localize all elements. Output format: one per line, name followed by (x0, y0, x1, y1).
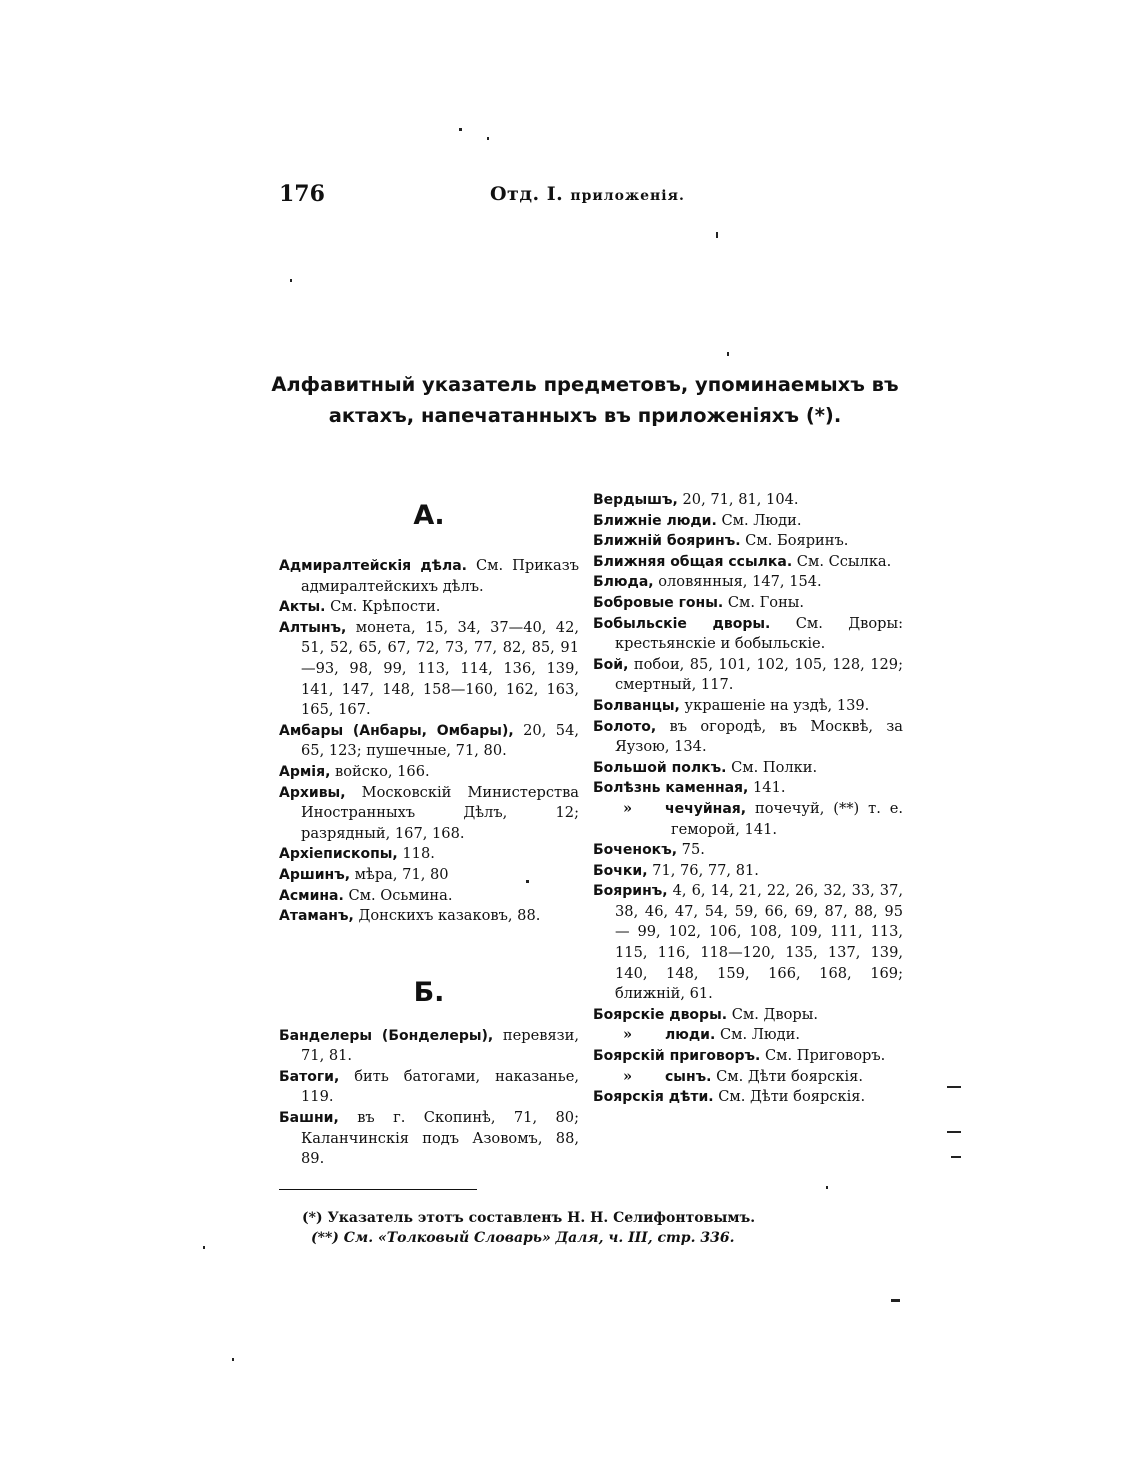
entry-headword: Болѣзнь каменная, (593, 780, 749, 797)
index-entry (279, 906, 579, 927)
index-entry (279, 1108, 579, 1170)
index-entry (593, 593, 903, 614)
entry-headword: Вердышъ, (593, 492, 678, 508)
entry-references: Московскій Министерства Иностранныхъ Дѣлъ, 12; разрядный, 167, 168. (301, 783, 579, 842)
margin-dash (951, 1156, 961, 1158)
entry-references: См. Ссылка. (792, 552, 892, 570)
index-entry (593, 778, 903, 799)
entry-references: 118. (397, 845, 435, 863)
speck-mark (526, 880, 529, 883)
entry-headword: Болото, (593, 718, 657, 735)
index-entry (279, 721, 579, 762)
index-entry (593, 840, 903, 861)
entry-references: 20, 54, 65, 123; пушечные, 71, 80. (301, 721, 580, 760)
entry-references: 75. (677, 841, 705, 859)
page-number: 176 (279, 181, 325, 207)
running-header (490, 183, 685, 205)
speck-mark (459, 128, 462, 131)
ditto-mark: » (623, 799, 633, 817)
ditto-mark: » (623, 1026, 633, 1044)
index-entry (593, 758, 903, 779)
entry-headword: Ближніе люди. (593, 512, 717, 529)
margin-dash (947, 1086, 961, 1088)
margin-dash (947, 1131, 961, 1133)
entry-references: почечуй, (**) т. е. геморой, 141. (671, 799, 903, 838)
entry-headword: сынъ. (665, 1068, 712, 1085)
entry-references: войско, 166. (330, 762, 430, 780)
index-entry (593, 1025, 903, 1046)
index-entry (593, 531, 903, 552)
entry-references: 71, 76, 77, 81. (647, 861, 759, 879)
index-entry (593, 614, 903, 655)
entry-headword: Архіепископы, (279, 846, 398, 863)
index-entry (593, 1087, 903, 1108)
entry-headword: Адмиралтейскія дѣла. (279, 558, 467, 574)
index-entry (279, 865, 579, 886)
entry-headword: люди. (665, 1027, 716, 1044)
index-entry (593, 861, 903, 882)
entry-headword: Батоги, (279, 1068, 340, 1085)
section-letter-a: А. (413, 500, 445, 531)
entry-headword: Боярскій приговоръ. (593, 1048, 761, 1065)
entries-b (279, 1026, 579, 1170)
entry-references: монета, 15, 34, 37—40, 42, 51, 52, 65, 67, 72, 73, 77, 82, 85, 91—93, 98, 99, 113, 114, 136, 139, 141, 147, 148, 158—160, 162, 163, 165, 167. (301, 618, 579, 719)
speck-mark (203, 1246, 205, 1249)
entry-references: бить батогами, наказанье, 119. (301, 1067, 579, 1106)
running-header-section: приложенія. (570, 188, 685, 204)
index-entry (593, 572, 903, 593)
entry-headword: Акты. (279, 599, 326, 616)
entry-headword: Амбары (Анбары, Омбары), (279, 722, 514, 739)
index-entry (593, 1046, 903, 1067)
footnote-1: (*) Указатель этотъ составленъ Н. Н. Селифонтовымъ. (302, 1210, 756, 1226)
entry-headword: Большой полкъ. (593, 759, 727, 776)
entry-references: См. Дѣти боярскія. (713, 1088, 866, 1106)
entry-references: мѣра, 71, 80 (350, 865, 449, 883)
index-entry (593, 1005, 903, 1026)
entry-references: въ г. Скопинѣ, 71, 80; Каланчинскія подъ Азовомъ, 88, 89. (301, 1109, 579, 1168)
entry-references: См. Дѣти боярскія. (711, 1067, 863, 1085)
entry-headword: Боярскіе дворы. (593, 1006, 728, 1023)
index-entry (279, 1026, 579, 1067)
index-entry (593, 655, 903, 696)
entry-references: 4, 6, 14, 21, 22, 26, 32, 33, 37, 38, 46, 47, 54, 59, 66, 69, 87, 88, 95 — 99, 102, 106, 108, 109, 111, 113, 115, 116, 118—120, 135, 137, 139, 140, 148, 159, 166, 168, 169; ближній, 61. (615, 882, 903, 1003)
index-entry (593, 881, 903, 1005)
entry-references: См. Приговоръ. (760, 1047, 886, 1065)
index-entry (279, 886, 579, 907)
entry-headword: Бой, (593, 656, 629, 673)
entry-headword: Архивы, (279, 784, 346, 801)
entry-references: оловянныя, 147, 154. (653, 573, 822, 591)
entry-references: въ огородѣ, въ Москвѣ, за Яузою, 134. (615, 717, 903, 756)
entry-references: украшеніе на уздѣ, 139. (679, 696, 870, 714)
index-entry (593, 696, 903, 717)
entry-references: Донскихъ казаковъ, 88. (353, 907, 541, 925)
entries-a (279, 556, 579, 927)
speck-mark (727, 352, 729, 356)
entry-references: См. Бояринъ. (740, 532, 849, 550)
entry-headword: Асмина. (279, 887, 344, 904)
entry-references: См. Люди. (715, 1026, 800, 1044)
index-entry (279, 597, 579, 618)
section-letter-b: Б. (413, 976, 445, 1008)
entry-headword: чечуйная, (665, 800, 747, 817)
entry-references: См. Дворы. (727, 1005, 818, 1023)
speck-mark (487, 137, 489, 140)
index-entry (279, 762, 579, 783)
entry-headword: Бочки, (593, 862, 648, 879)
entry-headword: Боченокъ, (593, 842, 678, 859)
left-column (279, 500, 579, 1170)
entry-headword: Аршинъ, (279, 866, 351, 883)
entry-references: 20, 71, 81, 104. (677, 491, 799, 508)
entries-right (593, 490, 903, 1108)
index-entry (593, 511, 903, 532)
entry-headword: Ближній бояринъ. (593, 533, 741, 550)
entry-references: перевязи, 71, 81. (301, 1026, 579, 1065)
entry-references: См. Гоны. (723, 593, 805, 611)
index-entry (279, 556, 579, 597)
index-entry (593, 717, 903, 758)
entry-references: побои, 85, 101, 102, 105, 128, 129; смертный, 117. (615, 655, 903, 694)
index-entry (279, 783, 579, 845)
footnote-2: (**) См. «Толковый Словарь» Даля, ч. III, стр. 336. (311, 1230, 735, 1246)
right-column (593, 490, 903, 1108)
entry-headword: Алтынъ, (279, 619, 347, 636)
entry-headword: Бобровые гоны. (593, 594, 724, 611)
margin-dash (891, 1299, 900, 1302)
entry-headword: Бобыльскіе дворы. (593, 615, 771, 632)
ditto-mark: » (623, 1067, 633, 1085)
index-entry (593, 552, 903, 573)
entry-headword: Боярскія дѣти. (593, 1089, 714, 1106)
index-entry (593, 1067, 903, 1088)
entry-headword: Банделеры (Бонделеры), (279, 1027, 494, 1044)
index-entry (593, 490, 903, 511)
index-title: Алфавитный указатель предметовъ, упоминаемыхъ въ актахъ, напечатанныхъ въ приложеніяхъ (*). (271, 373, 899, 427)
speck-mark (232, 1358, 234, 1361)
entry-references: См. Осьмина. (343, 886, 453, 904)
index-entry (593, 799, 903, 840)
entry-headword: Блюда, (593, 574, 654, 591)
entry-references: См. Дворы: крестьянскіе и бобыльскіе. (615, 614, 903, 653)
entry-headword: Болванцы, (593, 697, 680, 714)
entry-references: См. Крѣпости. (325, 598, 441, 616)
entry-references: См. Люди. (716, 511, 802, 529)
entry-headword: Атаманъ, (279, 908, 354, 925)
index-entry (279, 618, 579, 721)
speck-mark (826, 1186, 828, 1189)
speck-mark (290, 279, 292, 282)
entry-headword: Бояринъ, (593, 883, 668, 900)
running-header-prefix: Отд. I. (490, 183, 564, 205)
entry-references: 141. (748, 779, 786, 797)
entry-headword: Ближняя общая ссылка. (593, 553, 793, 570)
entry-references: См. Приказъ адмиралтейскихъ дѣлъ. (301, 557, 579, 595)
footnote-rule (279, 1189, 477, 1190)
entry-headword: Армія, (279, 763, 331, 780)
index-entry (279, 1067, 579, 1108)
entry-headword: Башни, (279, 1110, 339, 1127)
entry-references: См. Полки. (726, 758, 818, 776)
speck-mark (716, 232, 718, 238)
index-entry (279, 844, 579, 865)
